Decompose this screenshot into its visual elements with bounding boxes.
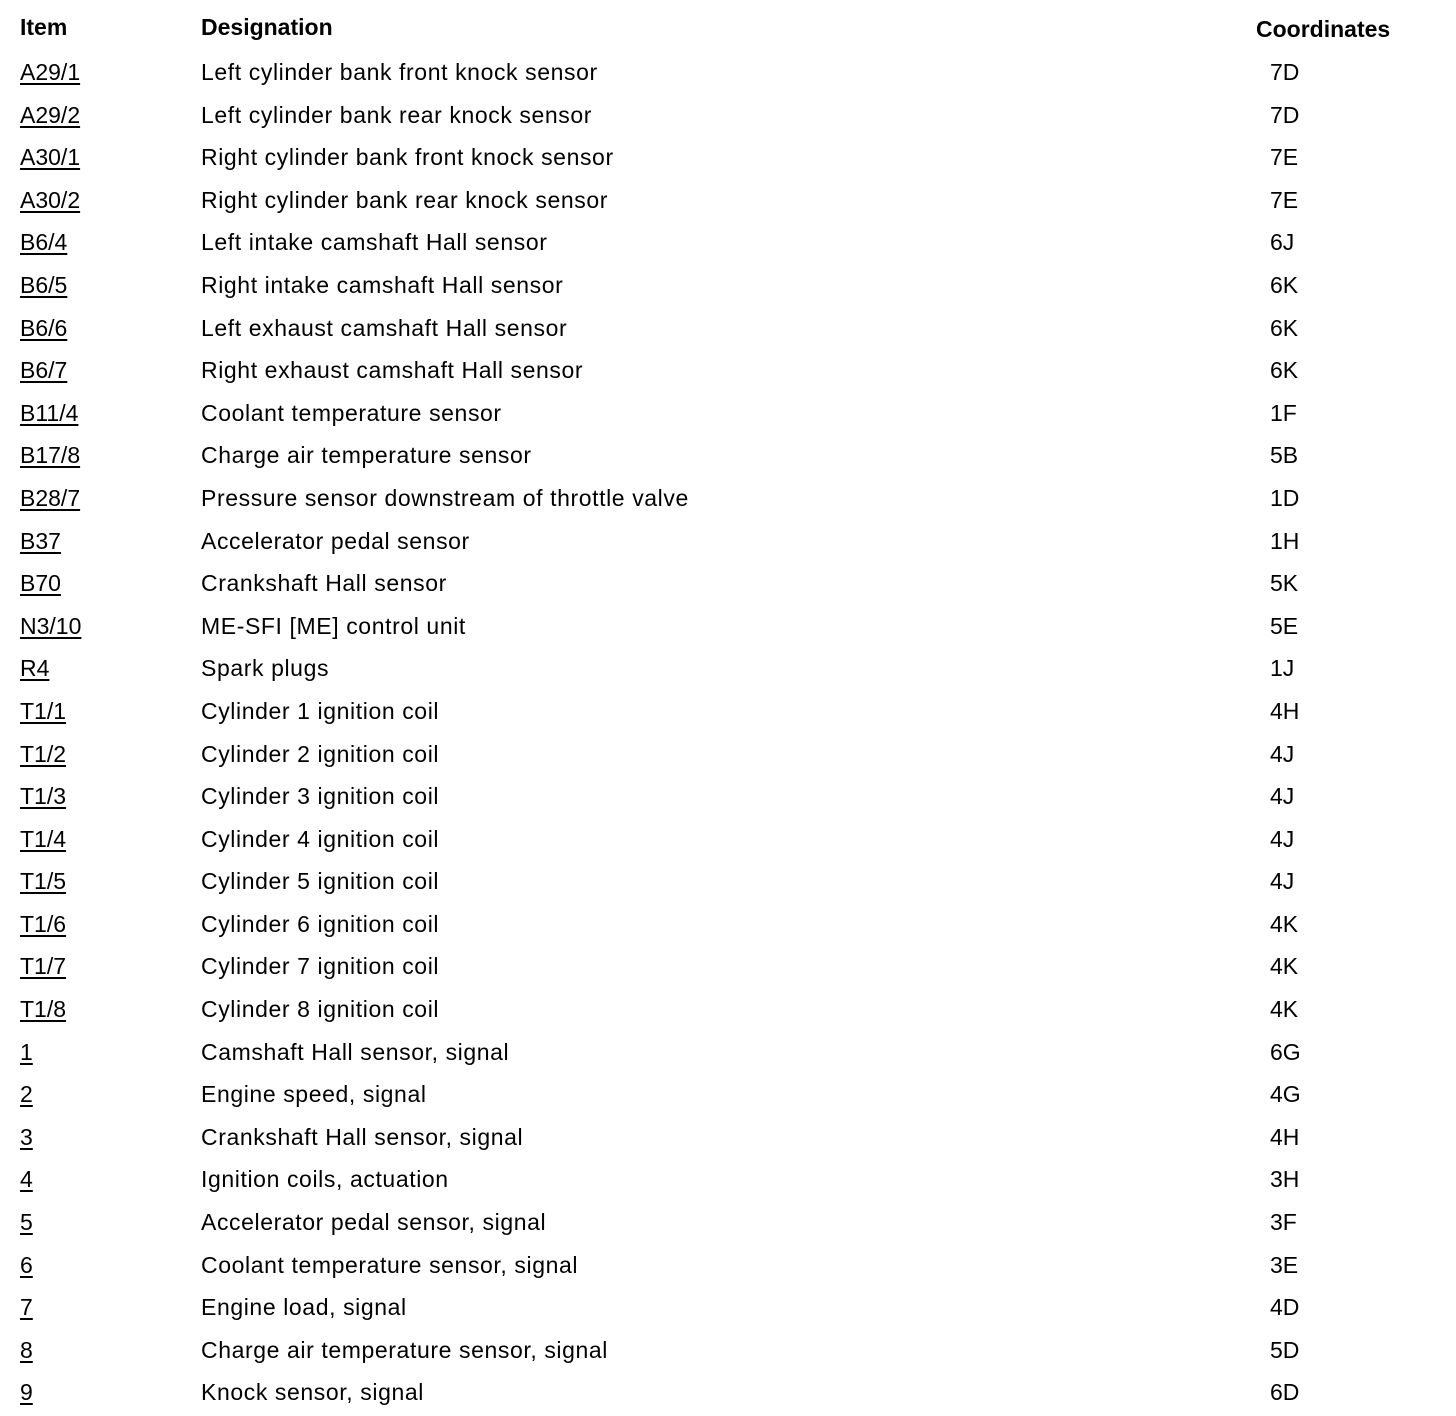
coordinates-text: 3E <box>1270 1251 1299 1278</box>
item-link[interactable]: T1/4 <box>20 825 67 852</box>
table-row <box>0 393 1456 436</box>
designation-text: Cylinder 2 ignition coil <box>201 740 440 767</box>
table-row <box>0 1202 1456 1245</box>
table-row <box>0 648 1456 691</box>
designation-text: Coolant temperature sensor <box>201 399 502 426</box>
coordinates-text: 1J <box>1270 655 1295 682</box>
coordinates-text: 6G <box>1270 1038 1301 1065</box>
designation-text: Accelerator pedal sensor <box>201 527 470 554</box>
table-row <box>0 435 1456 478</box>
table-row <box>0 606 1456 649</box>
coordinates-text: 6K <box>1270 314 1299 341</box>
table-body <box>0 52 1456 1415</box>
item-link[interactable]: N3/10 <box>20 612 82 639</box>
table-header <box>0 14 1456 46</box>
table-row <box>0 52 1456 95</box>
designation-text: Engine load, signal <box>201 1294 407 1321</box>
item-link[interactable]: T1/6 <box>20 910 67 937</box>
item-link[interactable]: B6/7 <box>20 357 68 384</box>
coordinates-text: 6K <box>1270 271 1299 298</box>
item-link[interactable]: A30/1 <box>20 144 81 171</box>
designation-text: Charge air temperature sensor, signal <box>201 1336 609 1363</box>
table-row <box>0 1074 1456 1117</box>
designation-text: Left exhaust camshaft Hall sensor <box>201 314 568 341</box>
item-link[interactable]: A30/2 <box>20 186 81 213</box>
table-row <box>0 95 1456 138</box>
item-link[interactable]: 1 <box>20 1038 33 1065</box>
table-row <box>0 691 1456 734</box>
coordinates-text: 7E <box>1270 186 1299 213</box>
coordinates-text: 5D <box>1270 1336 1300 1363</box>
designation-text: Engine speed, signal <box>201 1081 427 1108</box>
coordinates-text: 4J <box>1270 868 1295 895</box>
designation-text: Left cylinder bank front knock sensor <box>201 59 598 85</box>
designation-text: Right cylinder bank rear knock sensor <box>201 186 608 213</box>
item-link[interactable]: 2 <box>20 1081 33 1108</box>
coordinates-text: 6D <box>1270 1379 1300 1406</box>
coordinates-text: 4J <box>1270 740 1295 767</box>
coordinates-text: 6J <box>1270 229 1295 256</box>
item-link[interactable]: 5 <box>20 1209 33 1236</box>
item-link[interactable]: 8 <box>20 1336 33 1363</box>
coordinates-text: 1D <box>1270 484 1300 511</box>
table-row <box>0 222 1456 265</box>
table-row <box>0 776 1456 819</box>
table-row <box>0 904 1456 947</box>
item-link[interactable]: B6/5 <box>20 271 68 298</box>
table-row <box>0 350 1456 393</box>
designation-text: Cylinder 6 ignition coil <box>201 910 440 937</box>
table-row <box>0 180 1456 223</box>
designation-text: Cylinder 7 ignition coil <box>201 953 440 980</box>
item-link[interactable]: T1/3 <box>20 783 67 810</box>
coordinates-text: 5E <box>1270 612 1299 639</box>
table-row <box>0 563 1456 606</box>
designation-text: Right exhaust camshaft Hall sensor <box>201 357 584 384</box>
designation-text: Cylinder 3 ignition coil <box>201 783 440 810</box>
designation-text: Coolant temperature sensor, signal <box>201 1251 579 1278</box>
designation-text: Charge air temperature sensor <box>201 442 532 469</box>
header-coordinates: Coordinates <box>1256 16 1391 42</box>
coordinates-text: 5K <box>1270 570 1299 597</box>
table-row <box>0 1159 1456 1202</box>
table-row <box>0 137 1456 180</box>
item-link[interactable]: B70 <box>20 570 61 597</box>
designation-text: Accelerator pedal sensor, signal <box>201 1209 547 1236</box>
designation-text: Cylinder 1 ignition coil <box>201 697 440 724</box>
designation-text: ME-SFI [ME] control unit <box>201 612 466 639</box>
table-row <box>0 1287 1456 1330</box>
table-row <box>0 1032 1456 1075</box>
coordinates-text: 4H <box>1270 1123 1300 1150</box>
coordinates-text: 1F <box>1270 399 1297 426</box>
item-link[interactable]: 3 <box>20 1123 33 1150</box>
designation-text: Camshaft Hall sensor, signal <box>201 1038 510 1065</box>
coordinates-text: 5B <box>1270 442 1299 469</box>
item-link[interactable]: 6 <box>20 1251 33 1278</box>
coordinates-text: 4K <box>1270 910 1299 937</box>
coordinates-text: 6K <box>1270 357 1299 384</box>
item-link[interactable]: T1/5 <box>20 868 67 895</box>
coordinates-text: 4D <box>1270 1294 1300 1321</box>
coordinates-text: 4J <box>1270 825 1295 852</box>
designation-text: Cylinder 4 ignition coil <box>201 825 440 852</box>
designation-text: Crankshaft Hall sensor, signal <box>201 1123 524 1150</box>
table-row <box>0 734 1456 777</box>
item-link[interactable]: 9 <box>20 1379 33 1406</box>
table-row <box>0 1245 1456 1288</box>
table-row <box>0 521 1456 564</box>
table-row <box>0 861 1456 904</box>
table-row <box>0 265 1456 308</box>
table-row <box>0 478 1456 521</box>
designation-text: Spark plugs <box>201 655 330 682</box>
coordinates-text: 1H <box>1270 527 1300 554</box>
item-link[interactable]: 7 <box>20 1294 33 1321</box>
item-link[interactable]: T1/1 <box>20 697 67 724</box>
table-row <box>0 819 1456 862</box>
coordinates-text: 4J <box>1270 783 1295 810</box>
item-link[interactable]: A29/1 <box>20 59 81 85</box>
designation-text: Cylinder 8 ignition coil <box>201 996 440 1023</box>
designation-text: Right cylinder bank front knock sensor <box>201 144 614 171</box>
designation-text: Left cylinder bank rear knock sensor <box>201 101 593 128</box>
designation-text: Left intake camshaft Hall sensor <box>201 229 548 256</box>
designation-text: Crankshaft Hall sensor <box>201 570 447 597</box>
coordinates-text: 4K <box>1270 953 1299 980</box>
header-designation: Designation <box>201 14 333 40</box>
table-row <box>0 1330 1456 1373</box>
header-item: Item <box>20 14 68 40</box>
designation-text: Knock sensor, signal <box>201 1379 424 1406</box>
designation-text: Pressure sensor downstream of throttle valve <box>201 484 689 511</box>
coordinates-text: 7D <box>1270 101 1300 128</box>
coordinates-text: 3F <box>1270 1209 1297 1236</box>
item-link[interactable]: T1/7 <box>20 953 67 980</box>
item-link[interactable]: B6/4 <box>20 229 68 256</box>
item-link[interactable]: B37 <box>20 527 61 554</box>
designation-text: Cylinder 5 ignition coil <box>201 868 440 895</box>
item-link[interactable]: B6/6 <box>20 314 68 341</box>
designation-text: Ignition coils, actuation <box>201 1166 449 1193</box>
table-row <box>0 1117 1456 1160</box>
coordinates-text: 3H <box>1270 1166 1300 1193</box>
designation-text: Right intake camshaft Hall sensor <box>201 271 564 298</box>
table-row <box>0 989 1456 1032</box>
item-link[interactable]: T1/2 <box>20 740 67 767</box>
item-link[interactable]: B17/8 <box>20 442 81 469</box>
item-link[interactable]: B28/7 <box>20 484 81 511</box>
coordinates-text: 7E <box>1270 144 1299 171</box>
coordinates-text: 4G <box>1270 1081 1301 1108</box>
item-link[interactable]: 4 <box>20 1166 33 1193</box>
table-row <box>0 946 1456 989</box>
table-row <box>0 1372 1456 1415</box>
table-row <box>0 308 1456 351</box>
item-link[interactable]: A29/2 <box>20 101 81 128</box>
item-link[interactable]: R4 <box>20 655 50 682</box>
coordinates-text: 4H <box>1270 697 1300 724</box>
coordinates-text: 7D <box>1270 59 1300 85</box>
item-link[interactable]: B11/4 <box>20 399 79 426</box>
item-link[interactable]: T1/8 <box>20 996 67 1023</box>
coordinates-text: 4K <box>1270 996 1299 1023</box>
